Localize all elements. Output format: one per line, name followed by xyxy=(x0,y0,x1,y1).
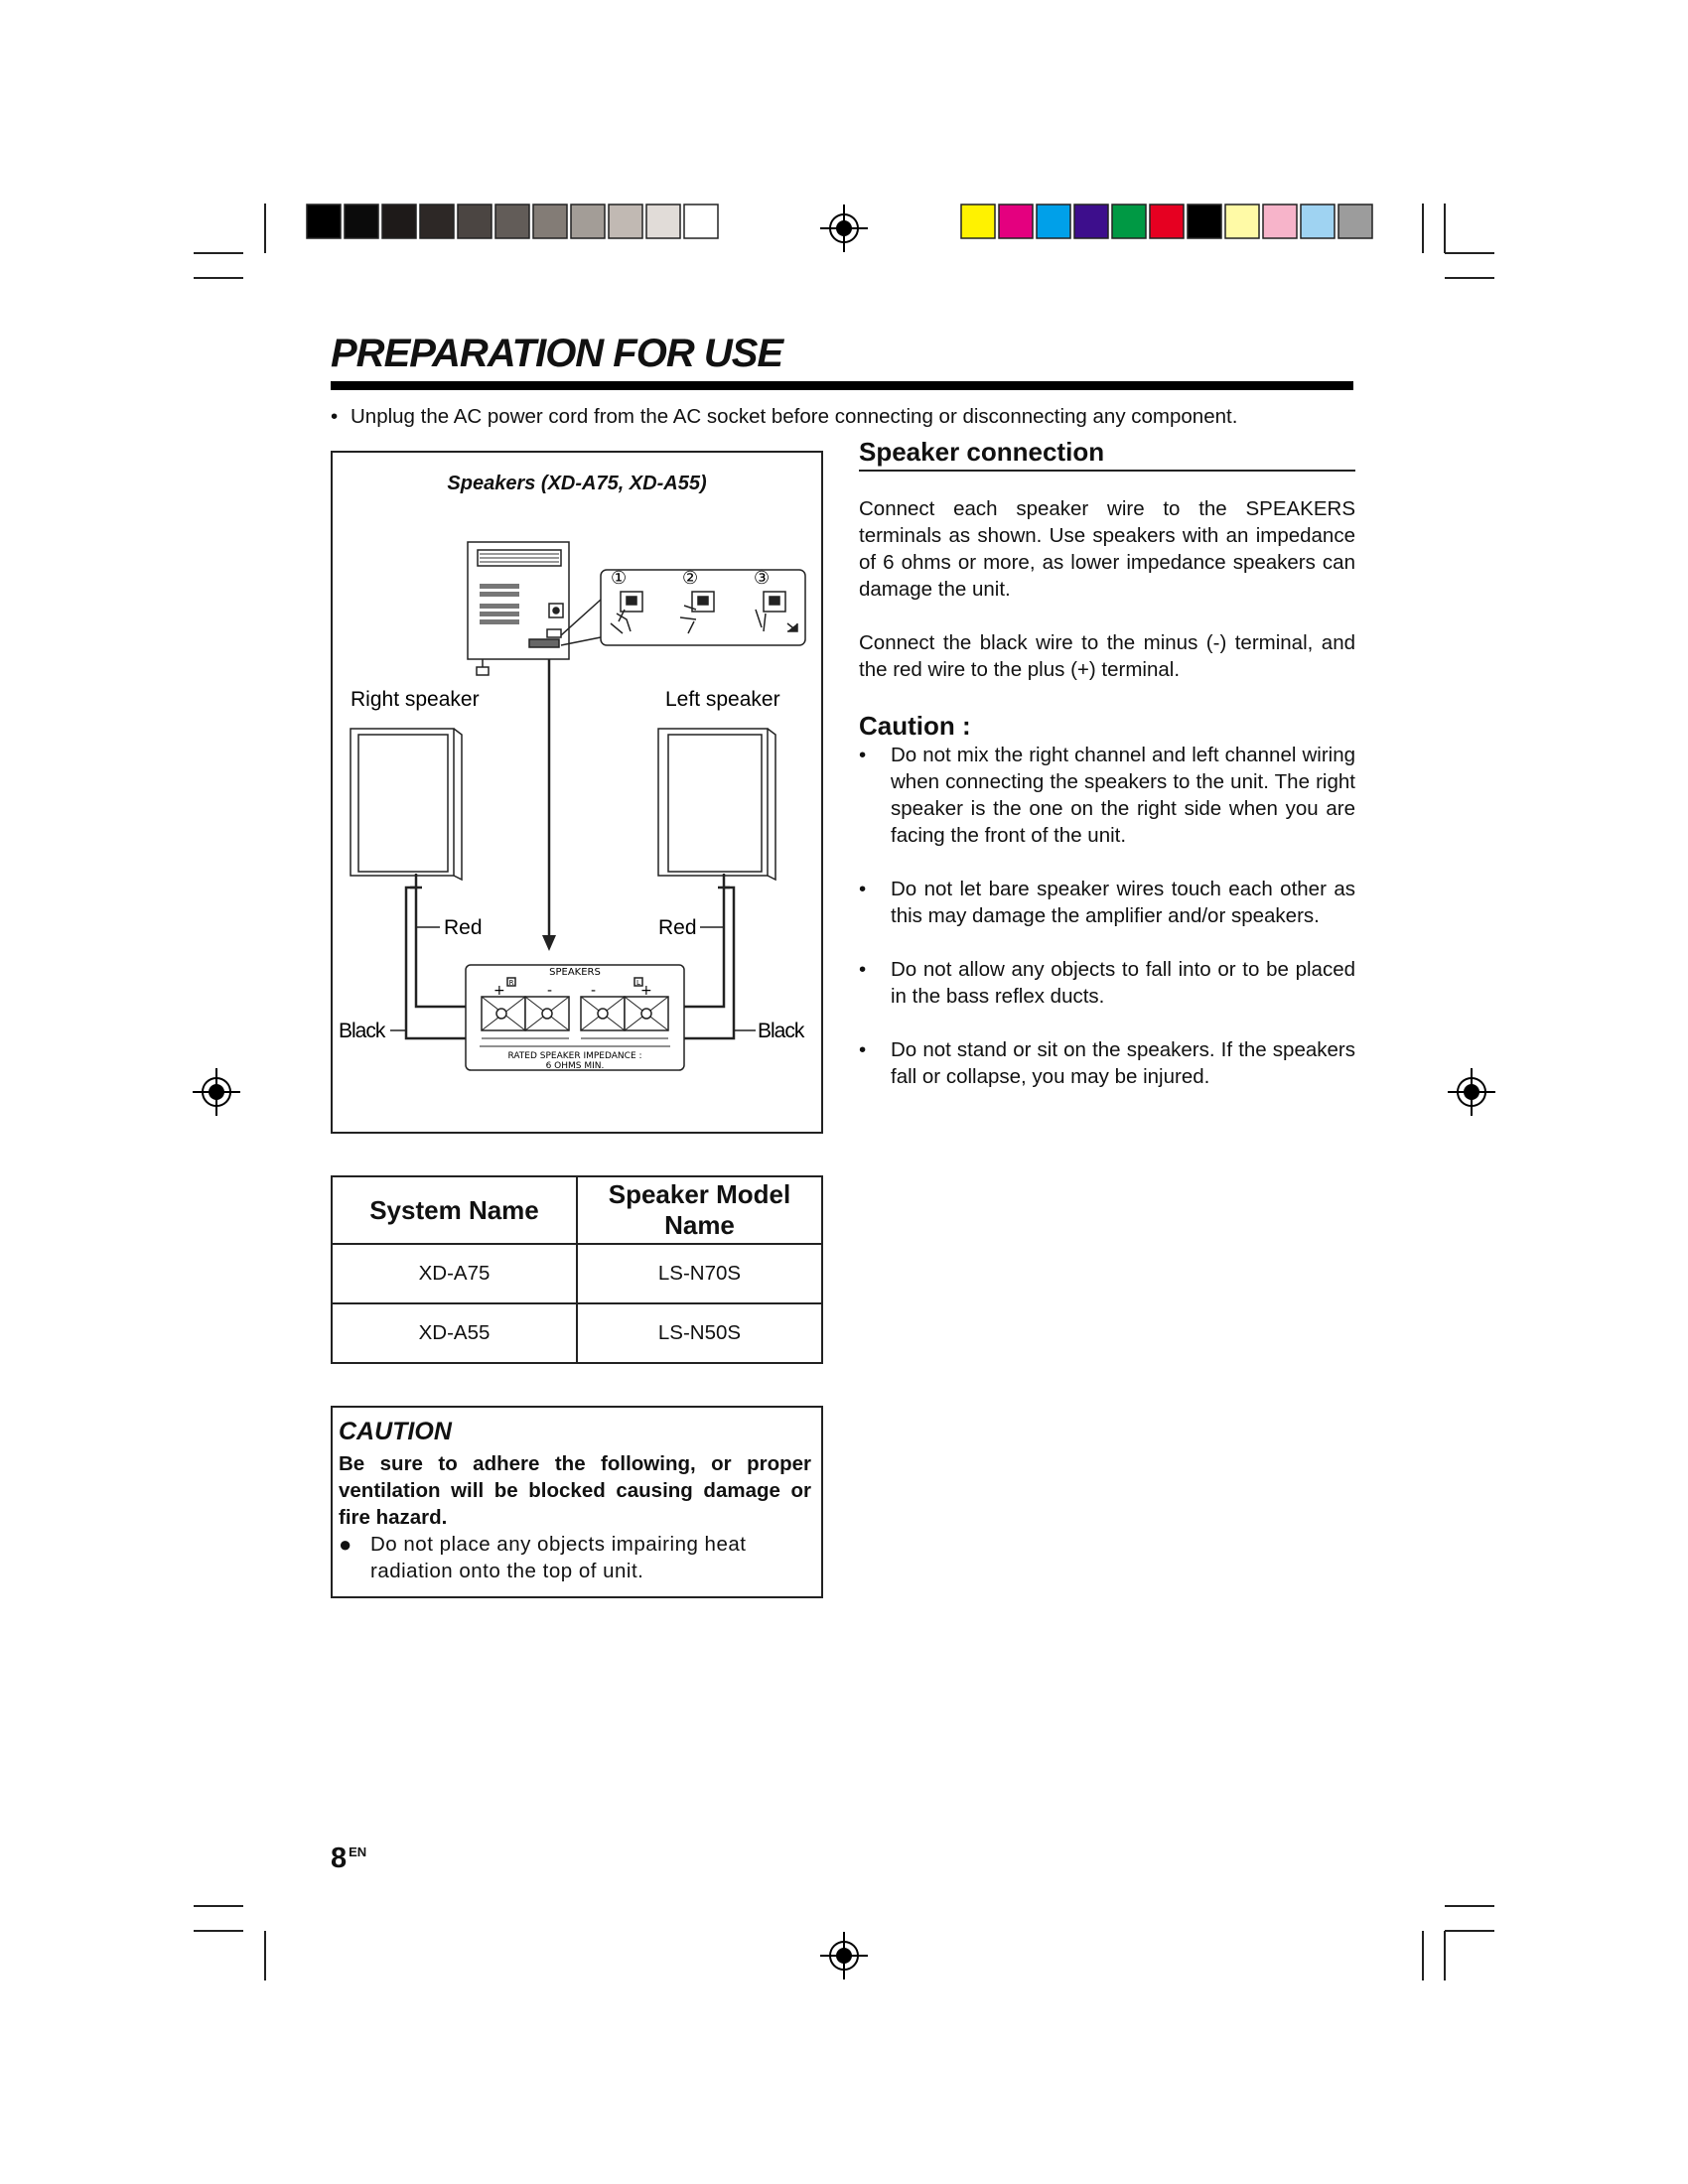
svg-text:-: - xyxy=(547,983,553,999)
color-swatch xyxy=(1263,205,1297,238)
color-swatch xyxy=(999,205,1033,238)
color-swatch xyxy=(609,205,642,238)
panel-l-marker: L xyxy=(636,979,640,987)
caution-item-text: Do not mix the right channel and left channel wiring when connecting the speakers to the unit. The right speaker is the one on the right side when you are facing the front of the unit. xyxy=(891,744,1355,847)
color-swatch xyxy=(495,205,529,238)
section-heading: Speaker connection xyxy=(859,437,1105,467)
caution-box-bullet-text: Do not place any objects impairing heat radiation onto the top of unit. xyxy=(370,1533,747,1582)
red-label-right: Red xyxy=(658,916,697,939)
color-swatch xyxy=(1037,205,1070,238)
column-header: System Name xyxy=(332,1176,577,1244)
color-bar xyxy=(961,205,1372,238)
intro-note-text: Unplug the AC power cord from the AC socket before connecting or disconnecting any component. xyxy=(351,405,1238,428)
panel-title: SPEAKERS xyxy=(549,967,601,978)
right-speaker-icon xyxy=(351,729,462,880)
registration-mark-right xyxy=(1448,1068,1495,1116)
caution-box-heading: CAUTION xyxy=(339,1418,452,1445)
svg-text:-: - xyxy=(591,983,597,999)
list-item xyxy=(859,956,1355,1010)
color-swatch xyxy=(533,205,567,238)
color-swatch xyxy=(307,205,341,238)
caution-box xyxy=(331,1406,823,1598)
black-label-left: Black xyxy=(339,1020,385,1042)
page-title: PREPARATION FOR USE xyxy=(331,332,783,375)
color-swatch xyxy=(646,205,680,238)
bullet-icon: • xyxy=(859,958,867,981)
color-swatch xyxy=(345,205,378,238)
step-2-marker: ② xyxy=(682,568,699,589)
caution-item-text: Do not stand or sit on the speakers. If the speakers fall or collapse, you may be injured. xyxy=(891,1038,1355,1088)
panel-r-marker: R xyxy=(508,979,514,987)
caution-heading: Caution : xyxy=(859,711,971,741)
page-number-value: 8 xyxy=(331,1843,348,1874)
list-item xyxy=(859,742,1355,849)
red-label-left: Red xyxy=(444,916,483,939)
svg-text:+: + xyxy=(493,983,505,999)
table-header-row xyxy=(332,1176,822,1244)
color-swatch xyxy=(684,205,718,238)
registration-mark-left xyxy=(193,1068,240,1116)
list-item xyxy=(859,876,1355,929)
title-rule xyxy=(331,381,1353,390)
color-swatch xyxy=(1301,205,1335,238)
black-label-right: Black xyxy=(758,1020,804,1042)
list-item xyxy=(859,1036,1355,1090)
paragraph: Connect each speaker wire to the SPEAKERS terminals as shown. Use speakers with an impedance of 6 ohms or more, as lower impedance speakers can damage the unit. xyxy=(859,497,1355,601)
color-swatch xyxy=(458,205,492,238)
color-swatch xyxy=(1150,205,1184,238)
table-row xyxy=(332,1244,822,1303)
page-language: EN xyxy=(349,1844,367,1859)
table-row xyxy=(332,1303,822,1363)
table-cell: LS-N70S xyxy=(577,1244,822,1303)
gray-scale-bar xyxy=(307,205,718,238)
bullet-icon: • xyxy=(859,1038,867,1061)
bullet-icon: • xyxy=(331,405,339,428)
figure-caption: Speakers (XD-A75, XD-A55) xyxy=(447,473,707,494)
color-swatch xyxy=(420,205,454,238)
color-swatch xyxy=(1074,205,1108,238)
registration-mark-top xyxy=(820,205,868,252)
main-unit-rear-icon xyxy=(468,542,569,675)
intro-note xyxy=(331,405,1363,429)
left-speaker-icon xyxy=(658,729,775,880)
bullet-icon: • xyxy=(859,744,867,766)
table-cell: LS-N50S xyxy=(577,1303,822,1363)
left-speaker-label: Left speaker xyxy=(665,688,780,711)
caution-item-text: Do not allow any objects to fall into or to be placed in the bass reflex ducts. xyxy=(891,958,1355,1008)
step-1-marker: ① xyxy=(611,568,628,589)
caution-box-warning: Be sure to adhere the following, or proper ventilation will be blocked causing damage or fire hazard. xyxy=(339,1452,811,1529)
registration-mark-bottom xyxy=(820,1932,868,1979)
bullet-icon: ● xyxy=(339,1532,352,1557)
column-header: Speaker Model Name xyxy=(577,1176,822,1244)
color-swatch xyxy=(1188,205,1221,238)
bullet-icon: • xyxy=(859,878,867,900)
panel-impedance-line-2: 6 OHMS MIN. xyxy=(545,1061,605,1071)
page-number xyxy=(331,1843,366,1875)
arrow-down-icon xyxy=(542,935,556,951)
panel-impedance-line-1: RATED SPEAKER IMPEDANCE : xyxy=(507,1051,642,1061)
step-3-marker: ③ xyxy=(754,568,771,589)
table-cell: XD-A55 xyxy=(332,1303,577,1363)
model-table xyxy=(331,1175,823,1364)
heading-rule xyxy=(859,470,1355,472)
caution-section xyxy=(859,711,1355,1090)
color-swatch xyxy=(961,205,995,238)
color-swatch xyxy=(1338,205,1372,238)
svg-text:+: + xyxy=(640,983,652,999)
list-item xyxy=(339,1531,811,1584)
table-cell: XD-A75 xyxy=(332,1244,577,1303)
right-speaker-label: Right speaker xyxy=(351,688,480,711)
color-swatch xyxy=(1112,205,1146,238)
color-swatch xyxy=(571,205,605,238)
paragraph: Connect the black wire to the minus (-) terminal, and the red wire to the plus (+) terminal. xyxy=(859,631,1355,681)
color-swatch xyxy=(382,205,416,238)
caution-item-text: Do not let bare speaker wires touch each other as this may damage the amplifier and/or speakers. xyxy=(891,878,1355,927)
speaker-connection-section xyxy=(859,437,1355,683)
color-swatch xyxy=(1225,205,1259,238)
speaker-wiring-diagram xyxy=(331,451,823,1134)
